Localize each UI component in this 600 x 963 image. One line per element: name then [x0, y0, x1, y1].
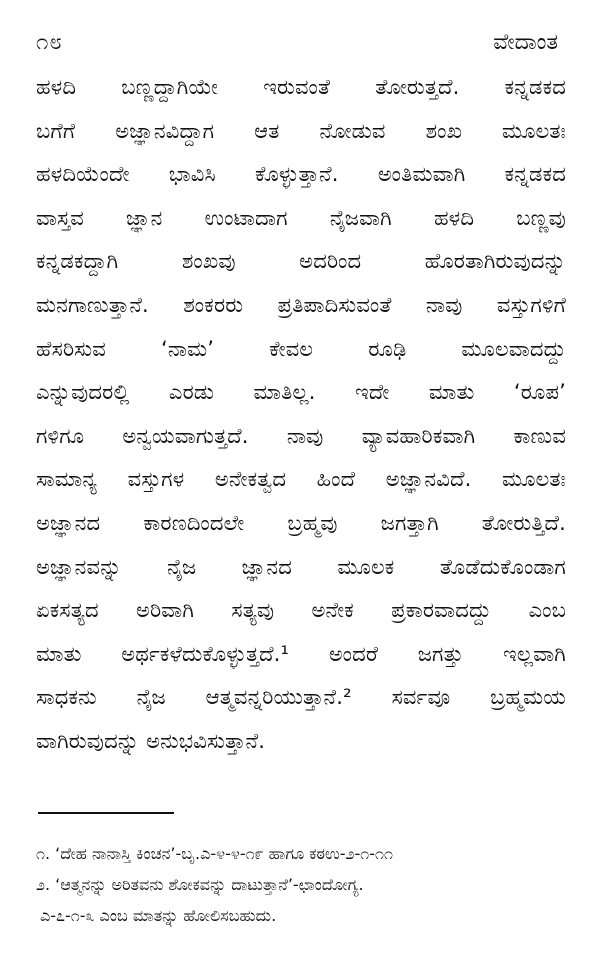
text-line: ಹಳದಿಯೆಂದೇ ಭಾವಿಸಿ ಕೊಳ್ಳುತ್ತಾನೆ. ಅಂತಿಮವಾಗಿ ಕನ್ನಡಕದ [36, 162, 566, 187]
text-line: ಎನ್ನುವುದರಲ್ಲಿ ಎರಡು ಮಾತಿಲ್ಲ. ಇದೇ ಮಾತು ‘ರೂಪ’ [36, 380, 566, 405]
text-line: ಹೆಸರಿಸುವ ‘ನಾಮ’ ಕೇವಲ ರೂಢಿ ಮೂಲವಾದದ್ದು [36, 336, 566, 361]
body-paragraph [36, 66, 566, 764]
text-line: ಅಜ್ಞಾನವನ್ನು ನೈಜ ಜ್ಞಾನದ ಮೂಲಕ ತೊಡೆದುಕೊಂಡಾಗ [36, 554, 566, 579]
text-line: ಅಜ್ಞಾನದ ಕಾರಣದಿಂದಲೇ ಬ್ರಹ್ಮವು ಜಗತ್ತಾಗಿ ತೋರುತ್ತಿದೆ. [36, 510, 566, 535]
text-line: ಮನಗಾಣುತ್ತಾನೆ. ಶಂಕರರು ಪ್ರತಿಪಾದಿಸುವಂತೆ ನಾವು ವಸ್ತುಗಳಿಗೆ [36, 292, 566, 317]
footnote-2-continuation: ಎ-೭-೧-೩ ಎಂಬ ಮಾತನ್ನು ಹೋಲಿಸಬಹುದು. [40, 906, 277, 925]
text-line: ಗಳಿಗೂ ಅನ್ವಯವಾಗುತ್ತದೆ. ನಾವು ವ್ಯಾವಹಾರಿಕವಾಗಿ ಕಾಣುವ [36, 423, 566, 448]
text-line: ವಾಗಿರುವುದನ್ನು ಅನುಭವಿಸುತ್ತಾನೆ. [36, 728, 266, 753]
text-line: ವಾಸ್ತವ ಜ್ಞಾನ ಉಂಟಾದಾಗ ನೈಜವಾಗಿ ಹಳದಿ ಬಣ್ಣವು [36, 205, 566, 230]
footnotes [36, 838, 566, 931]
footnote-1: ೧. ‘ದೇಹ ನಾನಾಸ್ತಿ ಕಿಂಚನ’-ಬೃ.ಎ-೪-೪-೧೯ ಹಾಗೂ ಕಠಉ-೨-೧-೧೧ [36, 844, 393, 863]
running-title: ವೇದಾಂತ [493, 30, 558, 55]
text-line: ಕನ್ನಡಕದ್ದಾಗಿ ಶಂಖವು ಅದರಿಂದ ಹೊರತಾಗಿರುವುದನ್ನು [36, 249, 566, 274]
text-line: ಮಾತು ಅರ್ಥಕಳೆದುಕೊಳ್ಳುತ್ತದೆ.¹ ಅಂದರೆ ಜಗತ್ತು ಇಲ್ಲವಾಗಿ [36, 641, 566, 666]
text-line: ಸಾಧಕನು ನೈಜ ಆತ್ಮವನ್ನರಿಯುತ್ತಾನೆ.² ಸರ್ವವೂ ಬ್ರಹ್ಮಮಯ [36, 685, 566, 710]
text-line: ಸಾಮಾನ್ಯ ವಸ್ತುಗಳ ಅನೇಕತ್ವದ ಹಿಂದೆ ಅಜ್ಞಾನವಿದೆ. ಮೂಲತಃ [36, 467, 566, 492]
text-line: ಏಕಸತ್ಯದ ಅರಿವಾಗಿ ಸತ್ಯವು ಅನೇಕ ಪ್ರಕಾರವಾದದ್ದು ಎಂಬ [36, 598, 566, 623]
text-line: ಬಗೆಗೆ ಅಜ್ಞಾನವಿದ್ದಾಗ ಆತ ನೋಡುವ ಶಂಖ ಮೂಲತಃ [36, 118, 566, 143]
footnote-2: ೨. ‘ಆತ್ಮನನ್ನು ಅರಿತವನು ಶೋಕವನ್ನು ದಾಟುತ್ತಾನೆ’-ಛಾಂದೋಗ್ಯ. [36, 875, 364, 894]
page-number: ೧೮ [36, 30, 63, 55]
footnote-divider [38, 812, 174, 814]
text-line: ಹಳದಿ ಬಣ್ಣದ್ದಾಗಿಯೇ ಇರುವಂತೆ ತೋರುತ್ತದೆ. ಕನ್ನಡಕದ [36, 75, 566, 99]
